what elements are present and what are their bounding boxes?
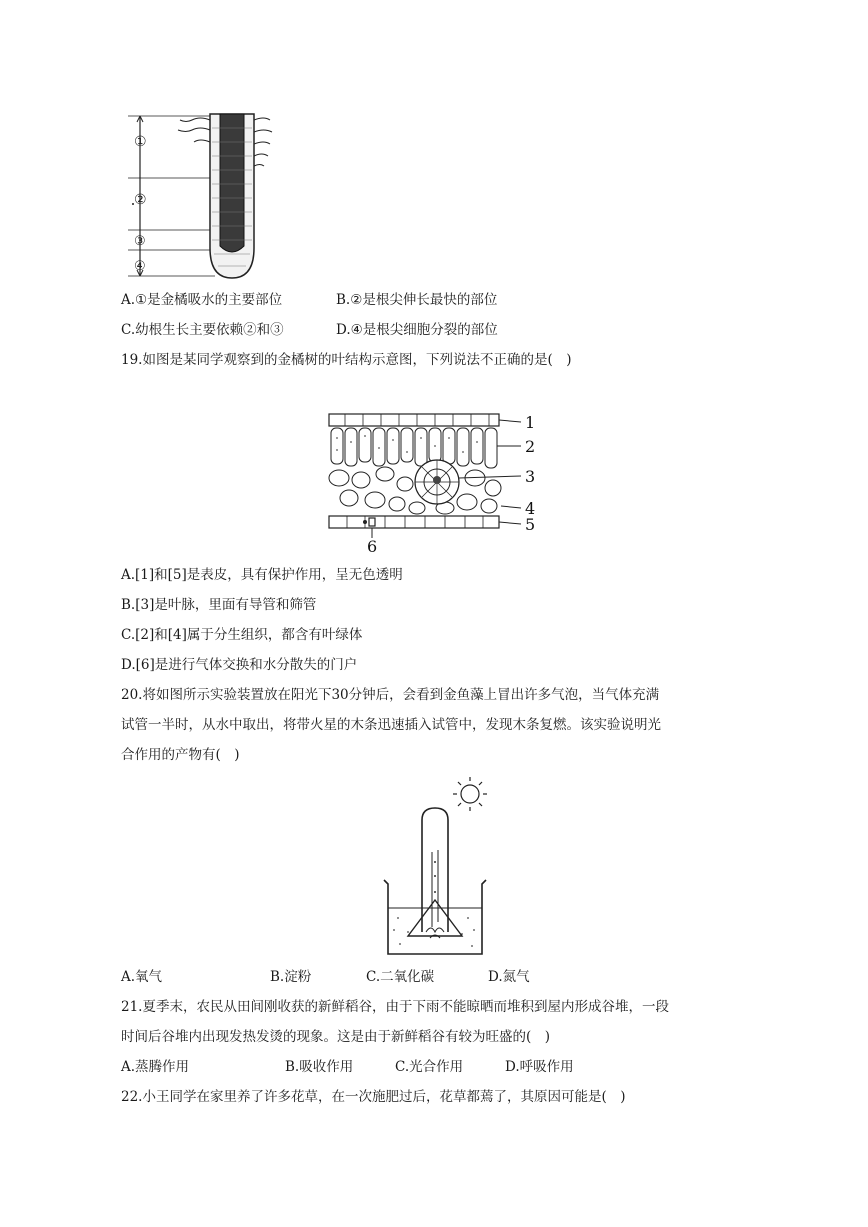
q21-stem-line-2: 时间后谷堆内出现发热发烫的现象。这是由于新鲜稻谷有较为旺盛的( ) bbox=[121, 1029, 551, 1045]
q21-option-b[interactable]: B.吸收作用 bbox=[285, 1059, 354, 1075]
q20-option-a[interactable]: A.氧气 bbox=[121, 969, 163, 985]
q18-option-d[interactable]: D.④是根尖细胞分裂的部位 bbox=[336, 322, 498, 338]
q20-stem-line-1: 20.将如图所示实验装置放在阳光下30分钟后，会看到金鱼藻上冒出许多气泡，当气体充满 bbox=[121, 687, 660, 703]
q21-stem-line-1: 21.夏季末，农民从田间刚收获的新鲜稻谷，由于下雨不能晾晒而堆积到屋内形成谷堆，一段 bbox=[121, 999, 669, 1015]
photosynthesis-apparatus-figure bbox=[378, 772, 498, 956]
q19-option-d[interactable]: D.[6]是进行气体交换和水分散失的门户 bbox=[121, 657, 358, 673]
q19-stem: 19.如图是某同学观察到的金橘树的叶结构示意图，下列说法不正确的是( ) bbox=[121, 352, 572, 368]
q18-option-b[interactable]: B.②是根尖伸长最快的部位 bbox=[336, 292, 498, 308]
root-label-3: ③ bbox=[134, 234, 146, 249]
q20-stem-line-2: 试管一半时，从水中取出，将带火星的木条迅速插入试管中，发现木条复燃。该实验说明光 bbox=[121, 717, 661, 733]
leaf-label-3: 3 bbox=[525, 467, 536, 486]
q22-stem: 22.小王同学在家里养了许多花草，在一次施肥过后，花草都蔫了，其原因可能是( ) bbox=[121, 1089, 626, 1105]
leaf-label-6: 6 bbox=[367, 537, 378, 556]
q20-option-c[interactable]: C.二氧化碳 bbox=[366, 969, 435, 985]
q21-option-d[interactable]: D.呼吸作用 bbox=[505, 1059, 574, 1075]
q19-option-a[interactable]: A.[1]和[5]是表皮，具有保护作用，呈无色透明 bbox=[121, 567, 403, 583]
q20-option-b[interactable]: B.淀粉 bbox=[270, 969, 312, 985]
root-tip-figure bbox=[120, 108, 280, 280]
leaf-structure-figure bbox=[325, 408, 555, 556]
q19-option-c[interactable]: C.[2]和[4]属于分生组织，都含有叶绿体 bbox=[121, 627, 363, 643]
root-label-1: ① bbox=[134, 134, 147, 150]
q19-option-b[interactable]: B.[3]是叶脉，里面有导管和筛管 bbox=[121, 597, 317, 613]
root-tip-diagram bbox=[120, 108, 280, 280]
root-label-2: ② bbox=[134, 192, 147, 208]
q18-option-c[interactable]: C.幼根生长主要依赖②和③ bbox=[121, 322, 284, 338]
q21-option-a[interactable]: A.蒸腾作用 bbox=[121, 1059, 190, 1075]
sun-icon bbox=[453, 777, 487, 811]
q20-stem-line-3: 合作用的产物有( ) bbox=[121, 747, 240, 763]
q21-option-c[interactable]: C.光合作用 bbox=[395, 1059, 464, 1075]
leaf-label-1: 1 bbox=[525, 413, 536, 432]
q18-option-a[interactable]: A.①是金橘吸水的主要部位 bbox=[121, 292, 283, 308]
apparatus-diagram bbox=[378, 772, 498, 956]
leaf-label-5: 5 bbox=[525, 515, 536, 534]
leaf-label-2: 2 bbox=[525, 437, 536, 456]
leaf-label-4: 4 bbox=[525, 499, 536, 518]
q20-option-d[interactable]: D.氮气 bbox=[488, 969, 530, 985]
root-label-4: ④ bbox=[134, 259, 146, 274]
leaf-diagram bbox=[325, 408, 555, 556]
